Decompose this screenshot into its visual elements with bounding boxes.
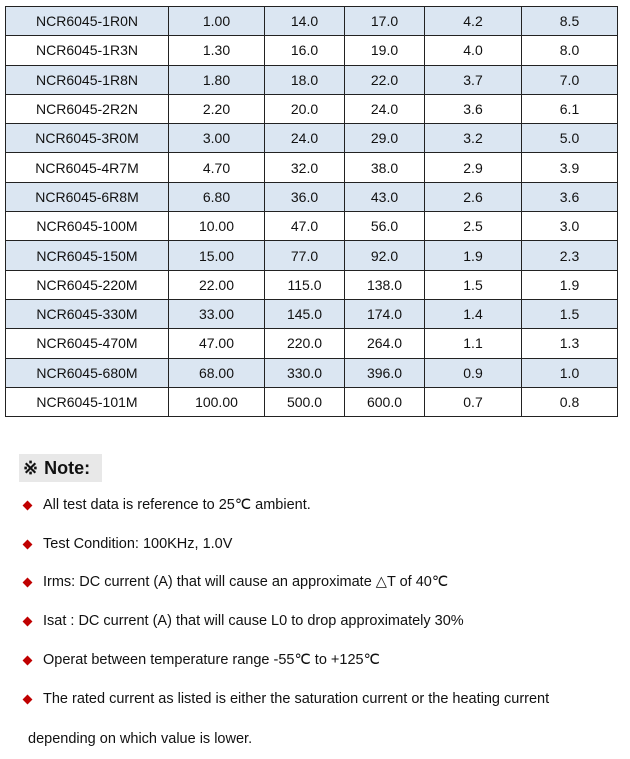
part-number-cell: NCR6045-150M xyxy=(6,241,169,270)
value-cell: 4.0 xyxy=(425,36,522,65)
value-cell: 1.80 xyxy=(169,65,265,94)
part-number-cell: NCR6045-3R0M xyxy=(6,124,169,153)
note-item-text: The rated current as listed is either the saturation current or the heating current xyxy=(43,691,550,707)
value-cell: 1.30 xyxy=(169,36,265,65)
value-cell: 1.9 xyxy=(425,241,522,270)
value-cell: 92.0 xyxy=(345,241,425,270)
diamond-bullet-icon xyxy=(23,500,33,510)
value-cell: 56.0 xyxy=(345,212,425,241)
value-cell: 145.0 xyxy=(265,299,345,328)
value-cell: 2.5 xyxy=(425,212,522,241)
value-cell: 3.2 xyxy=(425,124,522,153)
value-cell: 115.0 xyxy=(265,270,345,299)
value-cell: 18.0 xyxy=(265,65,345,94)
value-cell: 6.80 xyxy=(169,182,265,211)
table-row xyxy=(6,358,618,387)
table-row xyxy=(6,153,618,182)
value-cell: 8.0 xyxy=(522,36,618,65)
value-cell: 1.5 xyxy=(425,270,522,299)
diamond-bullet-icon xyxy=(23,655,33,665)
part-number-cell: NCR6045-330M xyxy=(6,299,169,328)
value-cell: 19.0 xyxy=(345,36,425,65)
value-cell: 330.0 xyxy=(265,358,345,387)
value-cell: 3.6 xyxy=(425,94,522,123)
diamond-bullet-icon xyxy=(23,577,33,587)
note-item xyxy=(22,613,464,629)
value-cell: 0.9 xyxy=(425,358,522,387)
value-cell: 77.0 xyxy=(265,241,345,270)
value-cell: 1.1 xyxy=(425,329,522,358)
value-cell: 2.6 xyxy=(425,182,522,211)
note-title: Note: xyxy=(44,457,91,478)
value-cell: 8.5 xyxy=(522,7,618,36)
value-cell: 1.5 xyxy=(522,299,618,328)
value-cell: 4.2 xyxy=(425,7,522,36)
note-item-text: All test data is reference to 25℃ ambient. xyxy=(43,497,311,513)
value-cell: 1.0 xyxy=(522,358,618,387)
note-item-continuation: depending on which value is lower. xyxy=(28,731,253,747)
table-row xyxy=(6,36,618,65)
value-cell: 4.70 xyxy=(169,153,265,182)
table-row xyxy=(6,124,618,153)
table-row xyxy=(6,65,618,94)
part-number-cell: NCR6045-1R8N xyxy=(6,65,169,94)
value-cell: 33.00 xyxy=(169,299,265,328)
value-cell: 10.00 xyxy=(169,212,265,241)
table-row xyxy=(6,387,618,416)
value-cell: 24.0 xyxy=(265,124,345,153)
part-number-cell: NCR6045-220M xyxy=(6,270,169,299)
value-cell: 3.0 xyxy=(522,212,618,241)
value-cell: 68.00 xyxy=(169,358,265,387)
part-number-cell: NCR6045-2R2N xyxy=(6,94,169,123)
part-number-cell: NCR6045-100M xyxy=(6,212,169,241)
value-cell: 16.0 xyxy=(265,36,345,65)
value-cell: 1.00 xyxy=(169,7,265,36)
spec-table-body xyxy=(6,7,618,417)
note-item-text: Irms: DC current (A) that will cause an approximate △T of 40℃ xyxy=(43,574,449,590)
value-cell: 2.9 xyxy=(425,153,522,182)
note-item-text: Isat : DC current (A) that will cause L0 to drop approximately 30% xyxy=(43,613,464,629)
part-number-cell: NCR6045-4R7M xyxy=(6,153,169,182)
value-cell: 264.0 xyxy=(345,329,425,358)
part-number-cell: NCR6045-101M xyxy=(6,387,169,416)
table-row xyxy=(6,182,618,211)
value-cell: 100.00 xyxy=(169,387,265,416)
value-cell: 24.0 xyxy=(345,94,425,123)
value-cell: 396.0 xyxy=(345,358,425,387)
table-row xyxy=(6,270,618,299)
value-cell: 6.1 xyxy=(522,94,618,123)
part-number-cell: NCR6045-470M xyxy=(6,329,169,358)
table-row xyxy=(6,299,618,328)
note-item-text: Test Condition: 100KHz, 1.0V xyxy=(43,536,233,552)
value-cell: 3.00 xyxy=(169,124,265,153)
value-cell: 43.0 xyxy=(345,182,425,211)
value-cell: 2.20 xyxy=(169,94,265,123)
value-cell: 600.0 xyxy=(345,387,425,416)
value-cell: 0.8 xyxy=(522,387,618,416)
diamond-bullet-icon xyxy=(23,539,33,549)
reference-mark-icon: ※ xyxy=(23,457,39,478)
note-item xyxy=(22,652,380,668)
value-cell: 3.6 xyxy=(522,182,618,211)
note-item xyxy=(22,497,311,513)
note-heading xyxy=(19,454,102,482)
value-cell: 3.7 xyxy=(425,65,522,94)
value-cell: 47.00 xyxy=(169,329,265,358)
value-cell: 47.0 xyxy=(265,212,345,241)
value-cell: 38.0 xyxy=(345,153,425,182)
value-cell: 1.4 xyxy=(425,299,522,328)
part-number-cell: NCR6045-6R8M xyxy=(6,182,169,211)
value-cell: 174.0 xyxy=(345,299,425,328)
table-row xyxy=(6,94,618,123)
value-cell: 0.7 xyxy=(425,387,522,416)
table-row xyxy=(6,7,618,36)
value-cell: 17.0 xyxy=(345,7,425,36)
value-cell: 5.0 xyxy=(522,124,618,153)
value-cell: 138.0 xyxy=(345,270,425,299)
table-row xyxy=(6,329,618,358)
value-cell: 20.0 xyxy=(265,94,345,123)
value-cell: 500.0 xyxy=(265,387,345,416)
part-number-cell: NCR6045-1R0N xyxy=(6,7,169,36)
value-cell: 22.00 xyxy=(169,270,265,299)
diamond-bullet-icon xyxy=(23,694,33,704)
inductor-spec-table xyxy=(5,6,618,417)
value-cell: 2.3 xyxy=(522,241,618,270)
note-item-text: Operat between temperature range -55℃ to +125℃ xyxy=(43,652,380,668)
note-item xyxy=(22,536,232,552)
note-item xyxy=(22,691,549,707)
part-number-cell: NCR6045-1R3N xyxy=(6,36,169,65)
note-item xyxy=(22,574,448,590)
value-cell: 14.0 xyxy=(265,7,345,36)
value-cell: 15.00 xyxy=(169,241,265,270)
table-row xyxy=(6,212,618,241)
value-cell: 220.0 xyxy=(265,329,345,358)
value-cell: 29.0 xyxy=(345,124,425,153)
value-cell: 22.0 xyxy=(345,65,425,94)
part-number-cell: NCR6045-680M xyxy=(6,358,169,387)
value-cell: 1.9 xyxy=(522,270,618,299)
value-cell: 36.0 xyxy=(265,182,345,211)
value-cell: 7.0 xyxy=(522,65,618,94)
value-cell: 1.3 xyxy=(522,329,618,358)
diamond-bullet-icon xyxy=(23,616,33,626)
value-cell: 32.0 xyxy=(265,153,345,182)
value-cell: 3.9 xyxy=(522,153,618,182)
table-row xyxy=(6,241,618,270)
